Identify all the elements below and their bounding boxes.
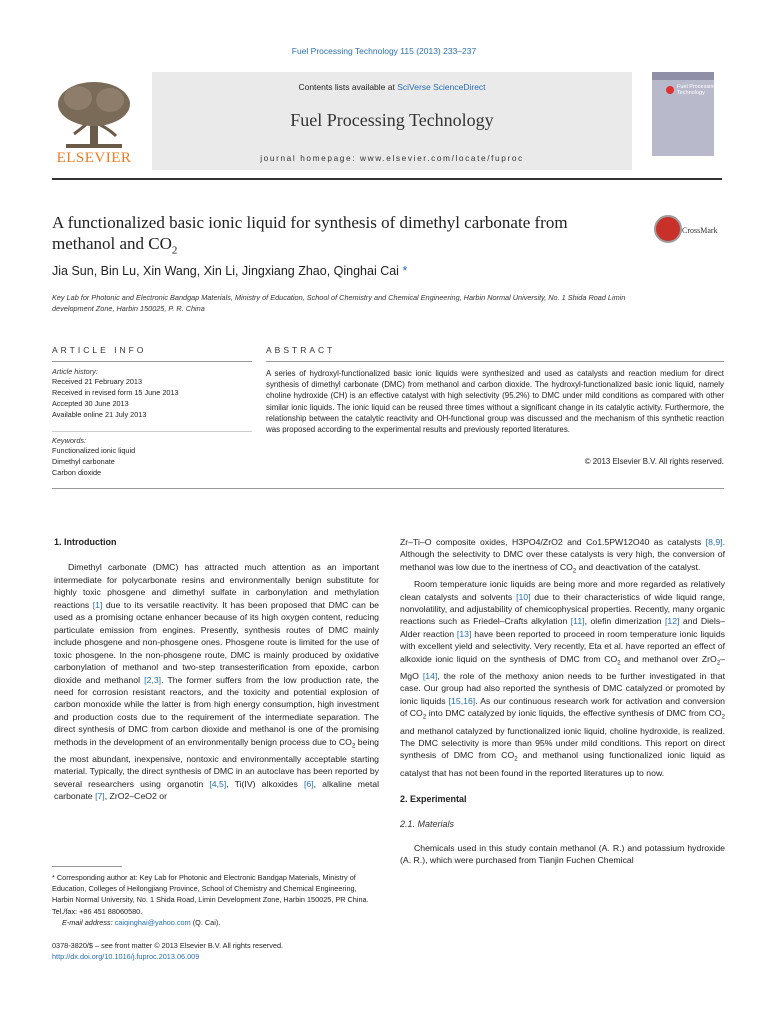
ref-link[interactable]: [7] [95,791,105,802]
introduction-heading: 1. Introduction [54,537,117,547]
front-matter-line: 0378-3820/$ – see front matter © 2013 Elsevier B.V. All rights reserved. [52,941,284,950]
ref-link[interactable]: [14] [422,671,438,681]
history-online: Available online 21 July 2013 [52,410,147,419]
history-revised: Received in revised form 15 June 2013 [52,388,179,397]
header-rule [52,178,722,180]
left-column [54,536,379,803]
email-suffix: (Q. Cai). [190,917,221,927]
ref-link[interactable]: [4,5] [209,778,227,789]
journal-cover-title: Fuel Processing Technology [677,84,717,96]
ref-link[interactable]: [10] [516,591,531,602]
materials-paragraph: Chemicals used in this study contain methanol (A. R.) and potassium hydroxide (A. R.), which were purchased from Tianjin Fuchen Chemical [400,843,725,866]
materials-heading: 2.1. Materials [400,818,455,829]
crossmark-icon[interactable] [654,215,682,243]
contents-prefix: Contents lists available at [298,82,398,92]
experimental-heading: 2. Experimental [400,794,467,805]
ref-link[interactable]: [2,3] [144,674,162,685]
cover-logo-icon [666,86,674,94]
ref-link[interactable]: [12] [664,616,680,627]
ref-link[interactable]: [8,9] [705,537,723,547]
right-column [400,536,725,867]
journal-cover-band [652,72,714,80]
keyword-item: Functionalized ionic liquid [52,446,136,455]
ref-link[interactable]: [13] [456,628,472,639]
ref-link[interactable]: [15,16] [448,695,476,706]
abstract-rule [266,361,724,362]
doi-link[interactable]: http://dx.doi.org/10.1016/j.fuproc.2013.06.009 [52,952,200,962]
journal-title: Fuel Processing Technology [290,110,494,130]
crossmark-label[interactable]: CrossMark [682,226,718,235]
keywords-rule [52,431,252,432]
article-info-rule [52,361,252,362]
keyword-item: Dimethyl carbonate [52,457,115,466]
article-info-heading: ARTICLE INFO [52,345,147,355]
affiliation: Key Lab for Photonic and Electronic Bandgap Materials, Ministry of Education, School of Chemistry and Chemical Engineering, Harbin Normal University, No. 1 Shida Road Limin development Zone, Harbin 150025, P. R. China [52,293,626,313]
keywords-label: Keywords: [52,436,87,445]
paragraph-continued: Zr–Ti–O composite oxides, H3PO4/ZrO2 and Co1.5PW12O40 as catalysts [8,9]. Although the selectivity to DMC over these catalysts is very high, the conversion of methanol was low due to the inertness of $CO_2$ and deactivation of the catalyst. [400,537,725,575]
journal-citation[interactable]: Fuel Processing Technology 115 (2013) 233–237 [291,46,477,56]
author-names: Jia Sun, Bin Lu, Xin Wang, Xin Li, Jingxiang Zhao, Qinghai Cai [52,264,399,278]
article-title-subscript: 2 [171,244,178,257]
history-label: Article history: [52,367,98,376]
abstract-bottom-rule [52,488,724,489]
article-history [52,367,252,420]
author-list [52,264,407,278]
sciencedirect-link[interactable]: SciVerse ScienceDirect [397,82,486,92]
ref-link[interactable]: [1] [92,599,103,610]
article-title [52,212,622,261]
footnote-text: Corresponding author at: Key Lab for Photonic and Electronic Bandgap Materials, Ministry of Education, Colleges of Heilongjiang Province, School of Chemistry and Chemical Engineering, Harbin Normal University, No. 1 Shida Road, Limin Development Zone, Harbin 150025, PR China. Tel./fax: +86 451 88060580. [52,873,369,916]
abstract-copyright: © 2013 Elsevier B.V. All rights reserved. [584,457,724,466]
journal-homepage[interactable]: journal homepage: www.elsevier.com/locate/fuproc [260,153,524,163]
abstract-text: A series of hydroxyl-functionalized basic ionic liquids were synthesized and used as catalysts and reaction medium for direct synthesis of dimethyl carbonate (DMC) from methanol and carbon dioxide. The hydroxyl-functionalized basic ionic liquid, namely choline hydroxide (CH) is an effective catalyst with high selectivity (95.2%) to DMC under mild conditions as compared with other similar ionic liquids. The ionic liquid can be reused three times without a significant change in its catalytic activity. Furthermore, the relationship between the catalytic reactivity and OH-functional group was discussed and the mechanism of this synthetic reaction was proposed according to the experimental results and previously reported literatures. [266,369,724,435]
keywords [52,436,252,478]
footnote-rule [52,866,122,867]
publisher-wordmark: ELSEVIER [56,150,132,166]
keyword-item: Carbon dioxide [52,468,102,477]
abstract-heading: ABSTRACT [266,345,336,355]
email-label: E-mail address: [62,917,115,927]
corresponding-author-mark[interactable]: * [402,264,408,278]
email-link[interactable]: caiqinghai@yahoo.com [114,917,191,927]
corresponding-author-footnote [52,872,380,928]
introduction-paragraph: Dimethyl carbonate (DMC) has attracted much attention as an important intermediate for polycarbonate resins and environmentally benign substitute for highly toxic phosgene and dimethyl sulfate in carbonylation and methylation reactions [1] due to its versatile reactivity. It has been proposed that DMC can be used as a promising octane enhancer because of its high oxygen content, reducing particulate emission from engines. Presently, synthesis routes of DMC mainly include phosgene and non-phosgene ones. Phosgene route is limited for the use of toxic phosgene. In the non-phosgene route, DMC is mainly produced by oxidative carbonylation of methanol and two-step transesterification from epoxide, carbon dioxide and methanol [2,3]. The former suffers from the low production rate, the need for corrosion resistant reactors, and the toxicity and potential explosion of carbon monoxide while the latter is from high energy consumption, high investment and production costs due to the requirement of the intermediate separation. The direct synthesis of DMC from carbon dioxide and methanol is one of the promising methods in the development of an environmentally benign process due to $CO_2$ being the most abundant, inexpensive, nontoxic and environmentally acceptable starting material. Typically, the direct synthesis of DMC in an autoclave has been reported by several researchers using organotin [4,5], Ti(IV) alkoxides [6], alkaline metal carbonate [7], ZrO2–CeO2 or [54,562,380,802]
ionic-liquid-paragraph: Room temperature ionic liquids are being more and more regarded as relatively clean catalysts and solvents [10] due to their characteristics of wide liquid range, nonvolatility, and adjustability of chemicophysical properties. Recently, many organic reactions such as Friedel–Crafts alkylation [11], olefin dimerization [12] and Diels–Alder reaction [13] have been reported to proceed in room temperature ionic liquids with excellent yield and selectivity. Very recently, Eta et al. have reported an effect of alkoxide ionic liquid on the synthesis of DMC from $CO_2$ and methanol over ZrO$_2$–MgO [14], the role of the methoxy anion needs to be further investigated in that case. Our group had also reported the synthesis of DMC catalyzed or promoted by ionic liquids [15,16]. As our continuous research work for activation and conversion of $CO_2$ into DMC catalyzed by ionic liquids, the effective synthesis of DMC from $CO_2$ and methanol catalyzed by functionalized ionic liquid, choline hydroxide, is realized. The DMC selectivity is more than 95% under mild conditions. This report on direct synthesis of DMC from $CO_2$ and methanol using functionalized ionic liquid as catalyst that has not been found in the reported literatures up to now. [400,579,725,778]
ref-link[interactable]: [11] [570,616,585,627]
history-accepted: Accepted 30 June 2013 [52,399,129,408]
article-title-text: A functionalized basic ionic liquid for synthesis of dimethyl carbonate from methanol and CO [52,213,568,253]
ref-link[interactable]: [6] [303,778,314,789]
contents-line [152,82,632,92]
footnote-mark: * [52,873,55,882]
issn-block [52,940,382,962]
history-received: Received 21 February 2013 [52,377,143,386]
